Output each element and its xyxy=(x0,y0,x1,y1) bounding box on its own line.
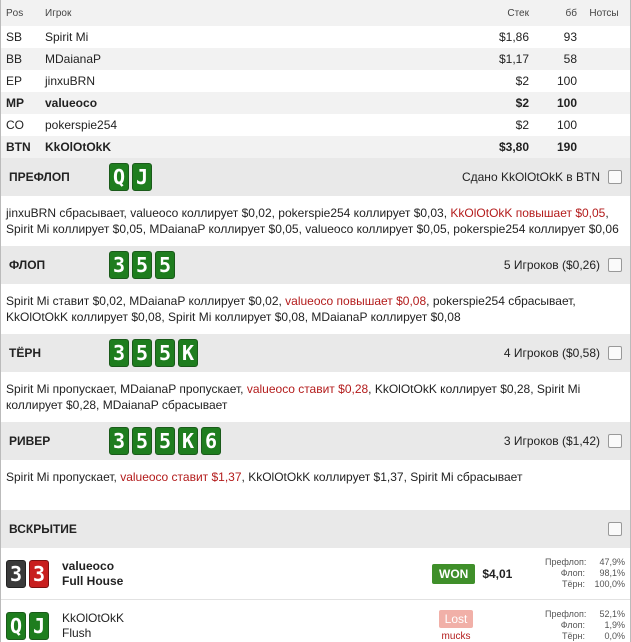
flop-info: 5 Игроков ($0,26) xyxy=(503,258,600,272)
equity-line xyxy=(545,631,625,642)
turn-title: ТЁРН xyxy=(9,346,42,360)
card: K xyxy=(178,339,198,367)
equity-line xyxy=(545,557,625,568)
player-stack: $3,80 xyxy=(498,140,529,154)
action-highlight: KkOlOtOkK повышает $0,05 xyxy=(450,206,606,220)
player-stack: $1,17 xyxy=(498,52,529,66)
equity-list xyxy=(545,557,625,590)
card: 3 xyxy=(109,339,129,367)
equity-label: Тёрн: xyxy=(562,579,585,589)
card: K xyxy=(178,427,198,455)
player-bb: 190 xyxy=(556,140,577,154)
player-name[interactable]: jinxuBRN xyxy=(45,74,96,88)
card: Q xyxy=(109,163,129,191)
showdown-hand: Flush xyxy=(62,625,92,640)
showdown-checkbox[interactable] xyxy=(608,522,622,536)
equity-line xyxy=(545,568,625,579)
table-row xyxy=(1,48,630,70)
won-amount: $4,01 xyxy=(482,566,513,581)
showdown-title: ВСКРЫТИЕ xyxy=(9,522,77,536)
flop-title: ФЛОП xyxy=(9,258,46,272)
showdown-list xyxy=(1,548,630,642)
card: 5 xyxy=(132,427,152,455)
card: 3 xyxy=(6,560,26,588)
result-area xyxy=(432,564,522,584)
card: 6 xyxy=(201,427,221,455)
turn-header xyxy=(1,334,630,372)
showdown-player-name[interactable]: valueoco xyxy=(62,558,115,573)
table-row xyxy=(1,114,630,136)
preflop-actions xyxy=(1,196,630,246)
action-text: Spirit Mi пропускает, xyxy=(6,470,121,484)
equity-value: 1,9% xyxy=(604,620,625,630)
player-stack: $1,86 xyxy=(498,30,529,44)
turn-info: 4 Игроков ($0,58) xyxy=(503,346,600,360)
card: 3 xyxy=(109,251,129,279)
river-info: 3 Игроков ($1,42) xyxy=(503,434,600,448)
river-checkbox[interactable] xyxy=(608,434,622,448)
table-row xyxy=(1,70,630,92)
action-text: , KkOlOtOkK коллирует $0,28, Spirit Mi коллирует $0,28, MDaianaP сбрасывает xyxy=(6,382,581,412)
equity-label: Тёрн: xyxy=(562,631,585,641)
table-row xyxy=(1,136,630,158)
preflop-checkbox[interactable] xyxy=(608,170,622,184)
equity-label: Флоп: xyxy=(560,620,585,630)
header-notes: Нотсы xyxy=(589,7,619,19)
player-bb: 100 xyxy=(556,118,577,132)
card: 3 xyxy=(109,427,129,455)
equity-line xyxy=(545,609,625,620)
card: J xyxy=(132,163,152,191)
header-pos: Pos xyxy=(6,7,24,19)
card: 5 xyxy=(155,339,175,367)
action-text: , pokerspie254 сбрасывает, KkOlOtOkK коллирует $0,08, Spirit Mi коллирует $0,08, MDaianaP коллирует $0,08 xyxy=(6,294,576,324)
action-highlight: valueoco повышает $0,08 xyxy=(285,294,427,308)
won-badge: WON xyxy=(432,564,475,584)
action-text: Spirit Mi ставит $0,02, MDaianaP коллирует $0,02, xyxy=(6,294,286,308)
card: 5 xyxy=(132,251,152,279)
card: 5 xyxy=(155,251,175,279)
card: 3 xyxy=(29,560,49,588)
equity-value: 52,1% xyxy=(599,609,625,619)
river-title: РИВЕР xyxy=(9,434,51,448)
action-text: jinxuBRN сбрасывает, valueoco коллирует $0,02, pokerspie254 коллирует $0,03, xyxy=(6,206,451,220)
turn-actions xyxy=(1,372,630,422)
player-bb: 58 xyxy=(563,52,577,66)
river-actions xyxy=(1,460,630,510)
player-pos: CO xyxy=(6,118,24,132)
preflop-title: ПРЕФЛОП xyxy=(9,170,70,184)
equity-label: Флоп: xyxy=(560,568,585,578)
player-stack: $2 xyxy=(515,74,529,88)
player-stack: $2 xyxy=(515,118,529,132)
player-pos: MP xyxy=(6,96,24,110)
player-bb: 93 xyxy=(563,30,577,44)
equity-value: 100,0% xyxy=(594,579,625,589)
player-bb: 100 xyxy=(556,74,577,88)
card: 5 xyxy=(132,339,152,367)
showdown-row xyxy=(1,548,630,600)
action-highlight: valueoco ставит $0,28 xyxy=(246,382,369,396)
player-bb: 100 xyxy=(556,96,577,110)
equity-list xyxy=(545,609,625,642)
players-table-header xyxy=(1,0,630,26)
turn-checkbox[interactable] xyxy=(608,346,622,360)
header-player: Игрок xyxy=(45,7,72,19)
card: 5 xyxy=(155,427,175,455)
flop-actions xyxy=(1,284,630,334)
showdown-player-name[interactable]: KkOlOtOkK xyxy=(62,610,125,625)
river-cards xyxy=(109,427,221,455)
flop-header xyxy=(1,246,630,284)
player-pos: BB xyxy=(6,52,23,66)
showdown-row xyxy=(1,600,630,642)
player-name[interactable]: pokerspie254 xyxy=(45,118,118,132)
action-text: Spirit Mi пропускает, MDaianaP пропускает, xyxy=(6,382,247,396)
result-area xyxy=(432,610,480,642)
showdown-player xyxy=(62,611,432,641)
player-stack: $2 xyxy=(515,96,529,110)
preflop-header xyxy=(1,158,630,196)
header-stack: Стек xyxy=(507,7,529,19)
table-row xyxy=(1,26,630,48)
equity-label: Префлоп: xyxy=(545,609,587,619)
showdown-header xyxy=(1,510,630,548)
flop-cards xyxy=(109,251,175,279)
showdown-player xyxy=(62,559,432,589)
action-highlight: valueoco ставит $1,37 xyxy=(120,470,242,484)
equity-label: Префлоп: xyxy=(545,557,587,567)
player-pos: BTN xyxy=(6,140,31,154)
mucks-label: mucks xyxy=(441,630,471,642)
equity-line xyxy=(545,620,625,631)
equity-value: 0,0% xyxy=(604,631,625,641)
player-name[interactable]: Spirit Mi xyxy=(45,30,89,44)
lost-badge: Lost xyxy=(439,610,474,628)
player-pos: SB xyxy=(6,30,23,44)
showdown-hand: Full House xyxy=(62,573,124,588)
players-table xyxy=(1,0,630,158)
card: J xyxy=(29,612,49,640)
preflop-info: Сдано KkOlOtOkK в BTN xyxy=(461,170,600,184)
table-row xyxy=(1,92,630,114)
river-header xyxy=(1,422,630,460)
equity-value: 47,9% xyxy=(599,557,625,567)
preflop-cards xyxy=(109,163,152,191)
turn-cards xyxy=(109,339,198,367)
header-bb: бб xyxy=(565,7,577,19)
equity-value: 98,1% xyxy=(599,568,625,578)
showdown-cards xyxy=(6,612,58,640)
flop-checkbox[interactable] xyxy=(608,258,622,272)
player-pos: EP xyxy=(6,74,23,88)
player-name[interactable]: KkOlOtOkK xyxy=(45,140,112,154)
action-text: , Spirit Mi коллирует $0,05, MDaianaP коллирует $0,05, valueoco коллирует $0,05, pokerspie254 коллирует $0,06 xyxy=(6,206,619,236)
card: Q xyxy=(6,612,26,640)
player-name[interactable]: MDaianaP xyxy=(45,52,102,66)
equity-line xyxy=(545,579,625,590)
player-name[interactable]: valueoco xyxy=(45,96,98,110)
action-text: , KkOlOtOkK коллирует $1,37, Spirit Mi сбрасывает xyxy=(241,470,523,484)
showdown-cards xyxy=(6,560,58,588)
